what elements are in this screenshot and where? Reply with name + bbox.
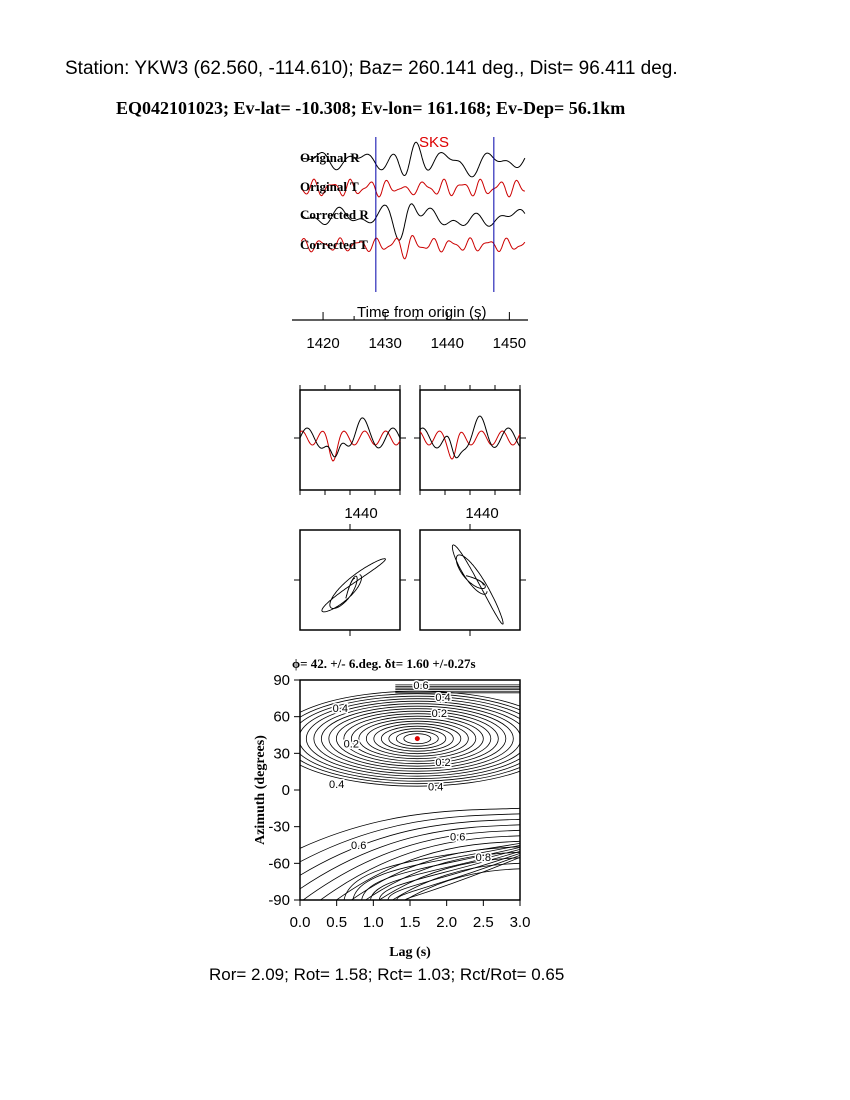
particle-motion-box-right bbox=[414, 524, 526, 636]
energy-contour-panel bbox=[253, 656, 558, 997]
lag-tick-label: 0.5 bbox=[326, 914, 348, 931]
azimuth-tick-label: 30 bbox=[273, 745, 290, 763]
window-waveform-box-right bbox=[414, 385, 526, 495]
phase-label: SKS bbox=[419, 134, 450, 151]
time-tick-label: 1430 bbox=[368, 335, 402, 352]
azimuth-tick-label: -60 bbox=[268, 855, 290, 873]
azimuth-tick-label: -90 bbox=[268, 892, 290, 909]
trace-label: Original T bbox=[300, 179, 359, 194]
contour-label: 0.4 bbox=[435, 692, 451, 705]
trace-label: Corrected T bbox=[300, 237, 368, 252]
contour-ylabel: Azimuth (degrees) bbox=[253, 735, 268, 845]
contour-line bbox=[300, 808, 520, 848]
particle-motion-trace bbox=[452, 545, 503, 624]
ratio-summary: Ror= 2.09; Rot= 1.58; Rct= 1.03; Rct/Rot= 0.65 bbox=[209, 965, 565, 984]
window-tick-label-left: 1440 bbox=[344, 505, 378, 522]
window-waveform-box-left bbox=[294, 385, 406, 495]
azimuth-tick-label: -30 bbox=[268, 818, 290, 836]
contour-label: 0.4 bbox=[332, 703, 348, 716]
contour-label: 0.4 bbox=[428, 781, 444, 794]
lag-tick-label: 1.5 bbox=[399, 914, 421, 931]
azimuth-tick-label: 90 bbox=[273, 672, 290, 689]
contour-label: 0.2 bbox=[343, 738, 359, 751]
window-trace-red bbox=[420, 431, 520, 459]
trace-label: Original R bbox=[300, 150, 360, 165]
contour-label: 0.4 bbox=[329, 778, 345, 791]
station-info: Station: YKW3 (62.560, -114.610); Baz= 260.141 deg., Dist= 96.411 deg. bbox=[65, 58, 678, 79]
window-waveform-panels bbox=[294, 385, 526, 495]
contour-label: 0.6 bbox=[351, 840, 367, 852]
contour-label: 0.6 bbox=[413, 679, 429, 692]
lag-tick-label: 2.0 bbox=[436, 914, 458, 931]
contour-label: 0.2 bbox=[435, 756, 451, 769]
particle-motion-box-left bbox=[294, 524, 406, 636]
contour-line bbox=[344, 843, 520, 900]
time-tick-label: 1450 bbox=[492, 335, 527, 352]
particle-motion-trace bbox=[322, 559, 386, 612]
best-fit-point bbox=[415, 736, 420, 741]
contour-xlabel: Lag (s) bbox=[389, 945, 431, 960]
event-info: EQ042101023; Ev-lat= -10.308; Ev-lon= 161.168; Ev-Dep= 56.1km bbox=[116, 98, 626, 118]
azimuth-tick-label: 60 bbox=[273, 708, 290, 726]
lag-tick-label: 0.0 bbox=[289, 914, 311, 931]
waveform-panel bbox=[292, 134, 528, 352]
contour-label: 0.2 bbox=[431, 708, 447, 720]
time-tick-label: 1440 bbox=[430, 335, 464, 352]
contour-label: 0.8 bbox=[475, 852, 491, 865]
contour-line bbox=[370, 849, 520, 900]
lag-tick-label: 3.0 bbox=[509, 914, 531, 931]
particle-motion-panels bbox=[294, 524, 526, 636]
time-axis-label: Time from origin (s) bbox=[357, 304, 487, 321]
azimuth-tick-label: 0 bbox=[281, 782, 290, 799]
contour-title: ϕ= 42. +/- 6.deg. δt= 1.60 +/-0.27s bbox=[292, 656, 476, 671]
window-tick-label-right: 1440 bbox=[465, 505, 499, 522]
lag-tick-label: 2.5 bbox=[472, 914, 494, 931]
lag-tick-label: 1.0 bbox=[362, 914, 384, 931]
contour-label: 0.6 bbox=[450, 831, 466, 844]
trace-label: Corrected R bbox=[300, 207, 369, 222]
time-tick-label: 1420 bbox=[306, 335, 340, 352]
window-trace-black bbox=[300, 418, 400, 457]
